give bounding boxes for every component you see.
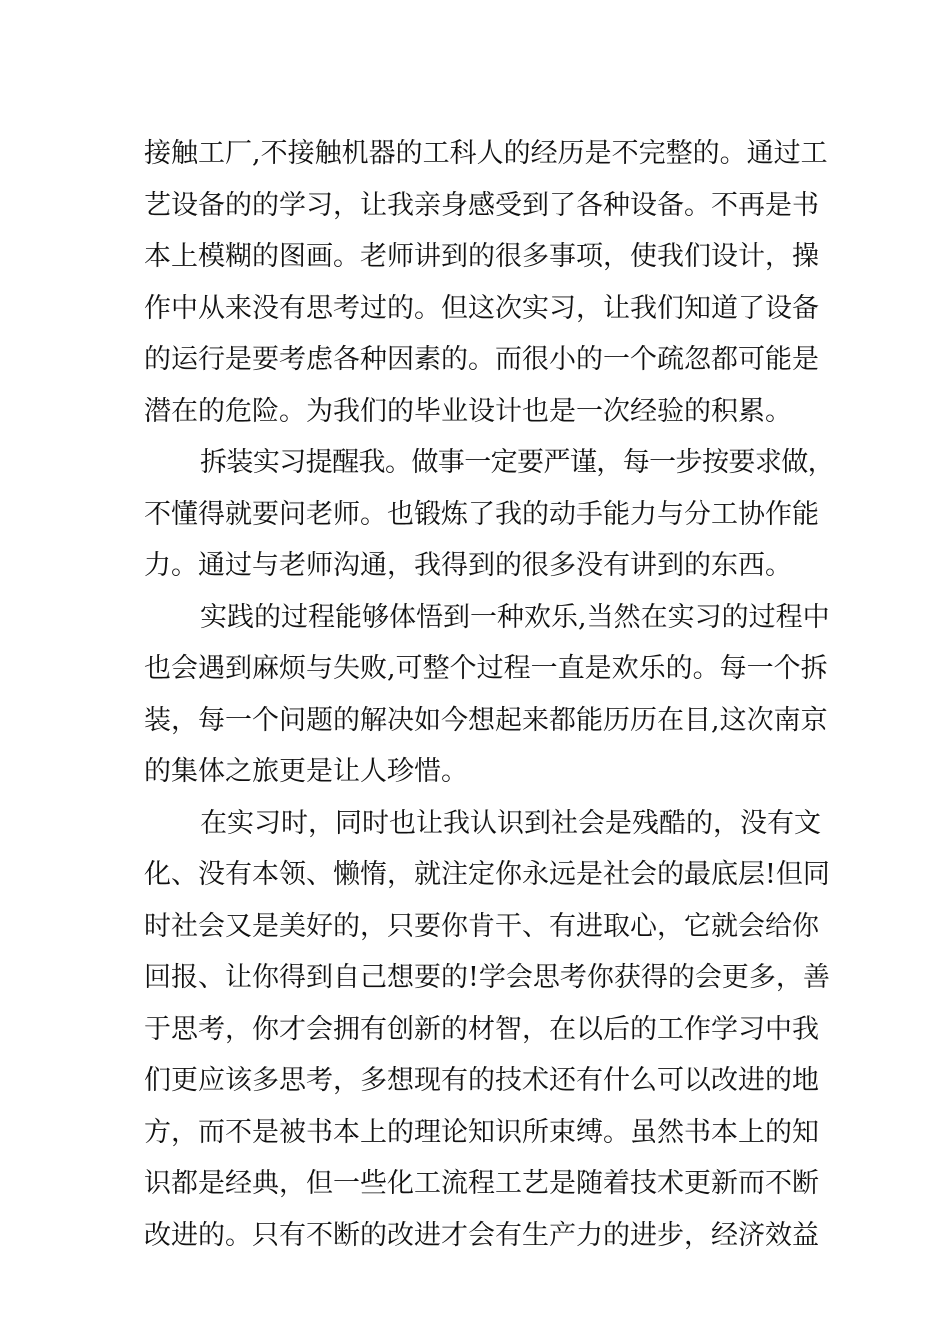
text-line: 本上模糊的图画。老师讲到的很多事项，使我们设计，操 <box>144 241 819 272</box>
text-line: 艺设备的的学习，让我亲身感受到了各种设备。不再是书 <box>144 189 819 221</box>
paragraph-start-line: 在实习时，同时也让我认识到社会是残酷的，没有文 <box>200 807 821 839</box>
text-line: 接触工厂,不接触机器的工科人的经历是不完整的。通过工 <box>144 138 828 169</box>
body-text <box>144 128 834 1261</box>
text-line: 时社会又是美好的，只要你肯干、有进取心，它就会给你 <box>144 910 819 942</box>
text-line: 于思考，你才会拥有创新的材智，在以后的工作学习中我 <box>144 1013 819 1045</box>
paragraph-start-line: 实践的过程能够体悟到一种欢乐,当然在实习的过程中 <box>200 601 830 633</box>
text-line: 的运行是要考虑各种因素的。而很小的一个疏忽都可能是 <box>144 344 819 375</box>
text-line: 潜在的危险。为我们的毕业设计也是一次经验的积累。 <box>144 395 792 427</box>
text-line: 改进的。只有不断的改进才会有生产力的进步，经济效益 <box>144 1219 819 1251</box>
text-line: 不懂得就要问老师。也锻炼了我的动手能力与分工协作能 <box>144 498 819 530</box>
text-line: 的集体之旅更是让人珍惜。 <box>144 756 468 787</box>
paragraph-start-line: 拆装实习提醒我。做事一定要严谨，每一步按要求做， <box>200 447 835 478</box>
text-line: 作中从来没有思考过的。但这次实习，让我们知道了设备 <box>144 292 819 324</box>
text-line: 方，而不是被书本上的理论知识所束缚。虽然书本上的知 <box>144 1116 819 1148</box>
text-line: 力。通过与老师沟通，我得到的很多没有讲到的东西。 <box>144 550 792 581</box>
text-line: 也会遇到麻烦与失败,可整个过程一直是欢乐的。每一个拆 <box>144 653 828 684</box>
text-line: 装，每一个问题的解决如今想起来都能历历在目,这次南京 <box>144 704 828 736</box>
text-line: 们更应该多思考，多想现有的技术还有什么可以改进的地 <box>144 1065 819 1096</box>
text-line: 化、没有本领、懒惰，就注定你永远是社会的最底层!但同 <box>144 859 830 890</box>
text-line: 回报、让你得到自己想要的!学会思考你获得的会更多，善 <box>144 962 830 993</box>
text-line: 识都是经典，但一些化工流程工艺是随着技术更新而不断 <box>144 1168 819 1199</box>
